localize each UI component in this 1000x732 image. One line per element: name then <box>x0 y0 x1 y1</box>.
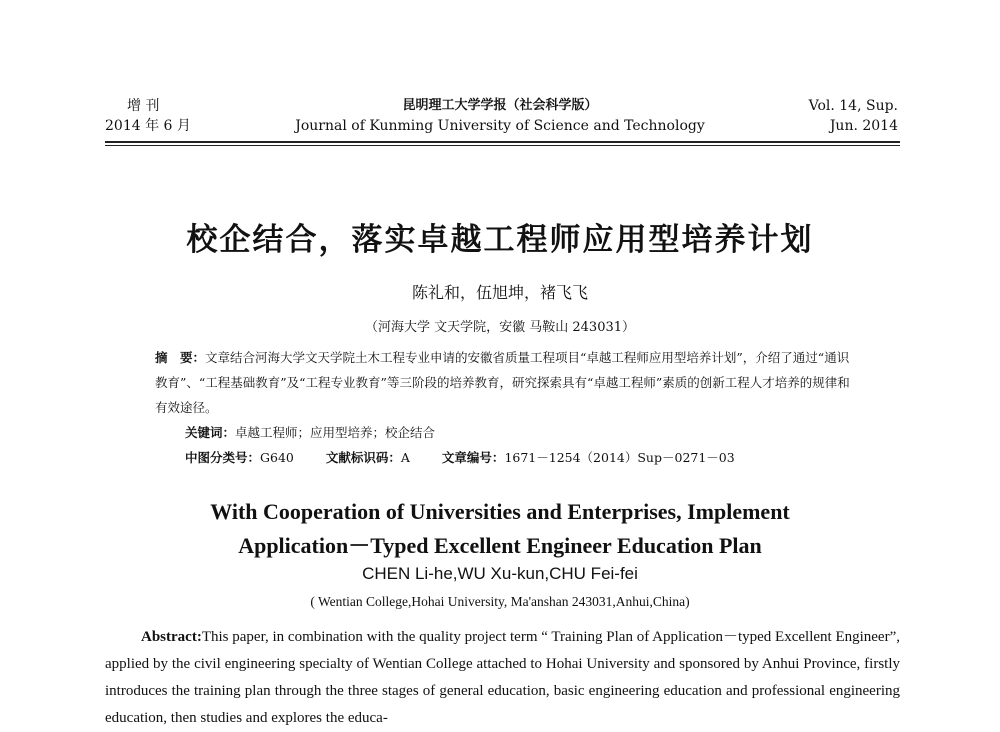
abstract-en-label: Abstract: <box>141 629 202 645</box>
keywords-cn-text: 卓越工程师；应用型培养；校企结合 <box>235 425 436 440</box>
doc-code-value: A <box>400 450 410 465</box>
abstract-en-text: This paper, in combination with the quality project term “ Training Plan of Application－typed Excellent Engineer”, applied by the civil engineering specialty of Wentian College attached to Hohai University and sponsored by Anhui Province, firstly introduces the training plan through the three stages of general education, basic engineering education and professional engineering education, then studies and explores the educa- <box>105 629 900 726</box>
paper-title-cn: 校企结合，落实卓越工程师应用型培养计划 <box>186 222 814 258</box>
paper-title-en <box>0 495 1000 563</box>
abstract-cn <box>155 345 855 420</box>
affiliation-cn: （河海大学 文天学院，安徽 马鞍山 243031） <box>364 320 636 335</box>
header-supplement: 增 刊 <box>127 98 160 114</box>
journal-title-cn: 昆明理工大学学报（社会科学版） <box>402 98 598 113</box>
header-issue-info <box>105 96 191 136</box>
keywords-cn <box>185 423 435 443</box>
header-rule-thin <box>105 145 900 146</box>
header-journal <box>250 96 750 136</box>
paper-title-en-line2: Application－Typed Excellent Engineer Education Plan <box>238 533 762 558</box>
keywords-cn-label: 关键词： <box>185 425 236 440</box>
paper-title-en-line1: With Cooperation of Universities and Enterprises, Implement <box>210 499 790 524</box>
clc-label: 中图分类号： <box>185 450 261 465</box>
clc-value: G640 <box>260 450 294 465</box>
article-number-value: 1671－1254（2014）Sup－0271－03 <box>504 450 735 465</box>
classification-line <box>185 448 735 468</box>
article-number-label: 文章编号： <box>441 450 505 465</box>
header-rule-thick <box>105 141 900 143</box>
authors-en: CHEN Li-he,WU Xu-kun,CHU Fei-fei <box>362 564 638 583</box>
header-volume: Vol. 14, Sup. <box>808 98 898 114</box>
header-volume-info <box>809 96 898 136</box>
header-date-en: Jun. 2014 <box>829 118 898 134</box>
doc-code-label: 文献标识码： <box>325 450 401 465</box>
authors-cn: 陈礼和，伍旭坤，褚飞飞 <box>411 283 588 302</box>
abstract-cn-text: 文章结合河海大学文天学院土木工程专业申请的安徽省质量工程项目“卓越工程师应用型培养计划”，介绍了通过“通识教育”、“工程基础教育”及“工程专业教育”等三阶段的培养教育，研究探索具有“卓越工程师”素质的创新工程人才培养的规律和有效途径。 <box>155 350 850 415</box>
journal-title-en: Journal of Kunming University of Science and Technology <box>295 118 705 134</box>
header-date-cn: 2014 年 6 月 <box>105 118 191 134</box>
abstract-en <box>105 624 900 732</box>
affiliation-en: ( Wentian College,Hohai University, Ma'anshan 243031,Anhui,China) <box>310 594 690 609</box>
abstract-cn-label: 摘 要： <box>155 350 206 365</box>
